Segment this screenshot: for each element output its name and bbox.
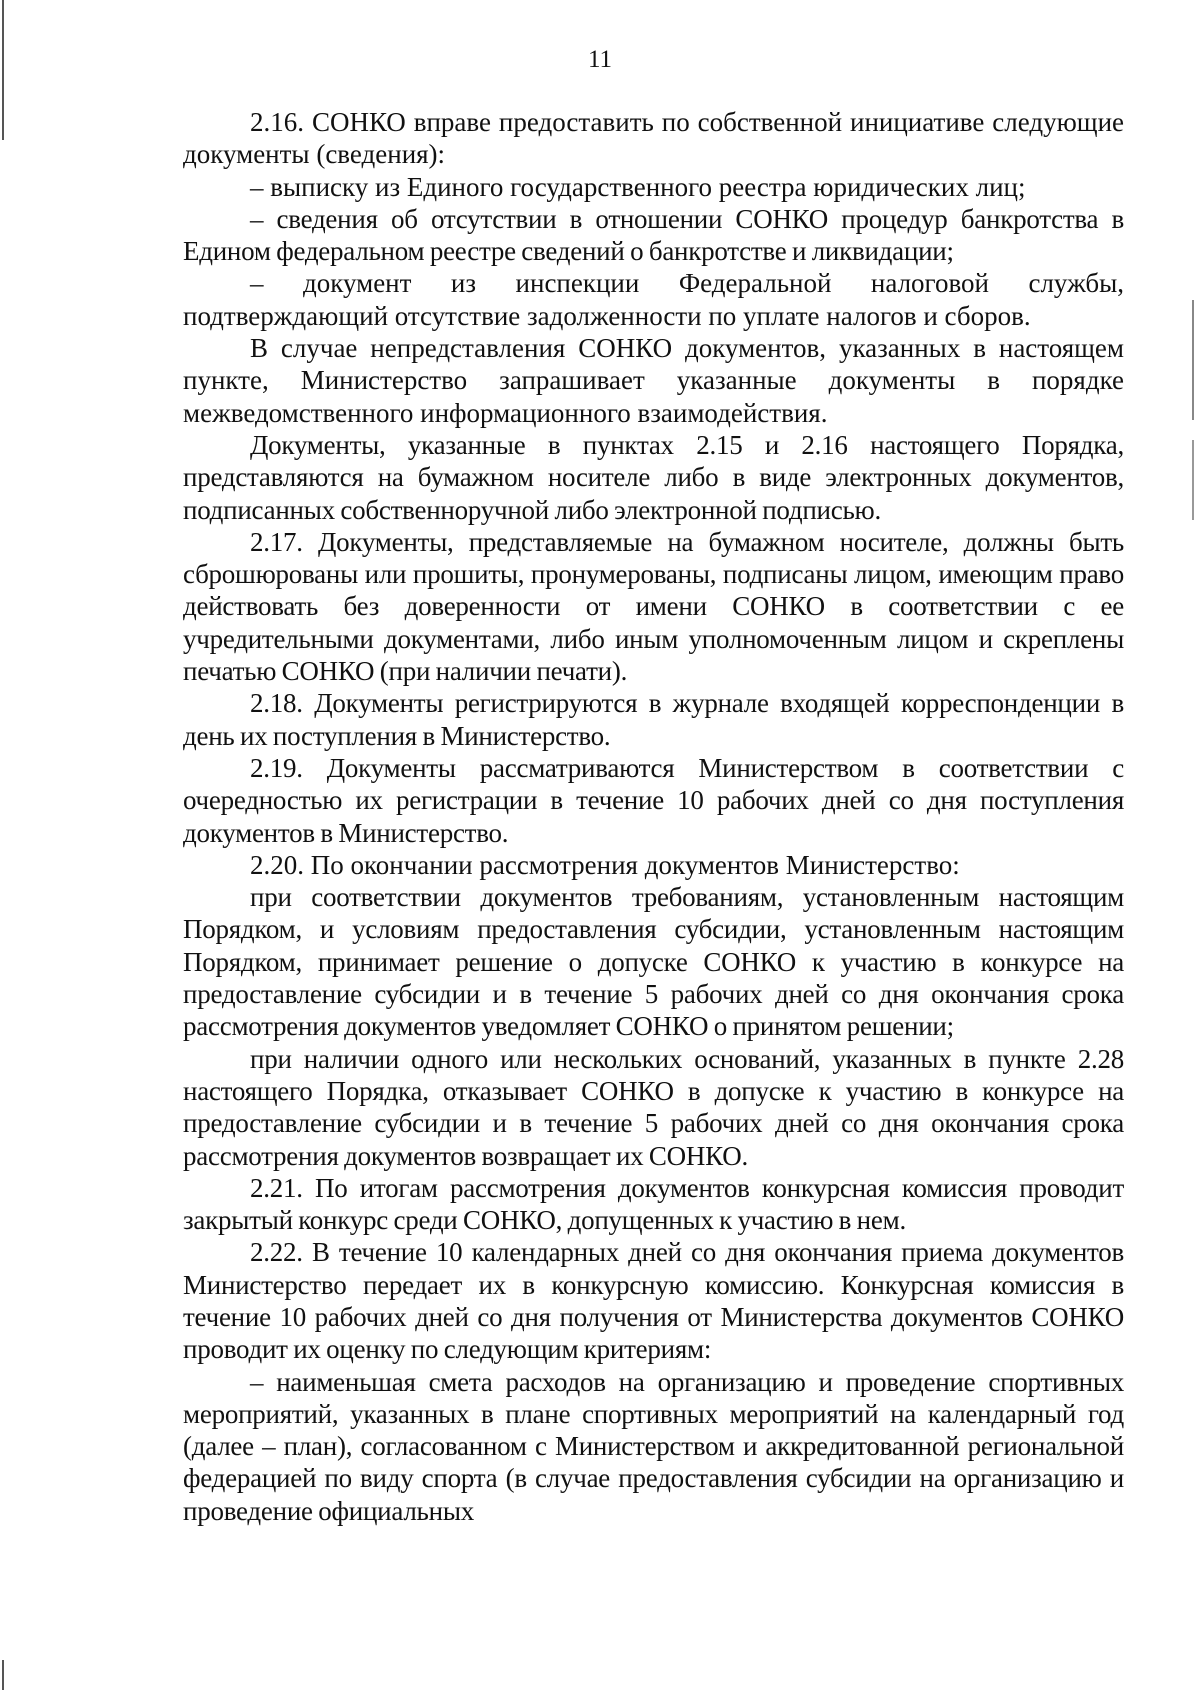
paragraph-2-17: 2.17. Документы, представляемые на бумажном носителе, должны быть сброшюрованы или прошиты, пронумерованы, подписаны лицом, имеющим право действовать без доверенности от имени СОНКО в соответствии с ее учредительными документами, либо иным уполномоченным лицом и скреплены печатью СОНКО (при наличии печати). [183, 526, 1124, 687]
list-item-tax-certificate: – документ из инспекции Федеральной налоговой службы, подтверждающий отсутствие задолженности по уплате налогов и сборов. [183, 268, 1124, 331]
paragraph-admission-decision: при соответствии документов требованиям, установленным настоящим Порядком, и условиям предоставления субсидии, установленным настоящим Порядком, принимает решение о допуске СОНКО к участию в конкурсе на предоставление субсидии и в течение 5 рабочих дней со дня окончания срока рассмотрения документов уведомляет СОНКО о принятом решении; [183, 882, 1124, 1042]
paragraph-2-21: 2.21. По итогам рассмотрения документов конкурсная комиссия проводит закрытый конкурс среди СОНКО, допущенных к участию в нем. [183, 1172, 1124, 1236]
list-item-lowest-estimate: – наименьшая смета расходов на организацию и проведение спортивных мероприятий, указанных в плане спортивных мероприятий на календарный год (далее – план), согласованном с Министерством и аккредитованной региональной федерацией по виду спорта (в случае предоставления субсидии на организацию и проведение официальных [183, 1366, 1124, 1526]
page-number: 11 [587, 46, 613, 73]
list-item-egrul-extract: – выписку из Единого государственного реестра юридических лиц; [250, 171, 1026, 202]
paragraph-2-20: 2.20. По окончании рассмотрения документов Министерство: [250, 849, 960, 880]
paragraph-2-18: 2.18. Документы регистрируются в журнале входящей корреспонденции в день их поступления в Министерство. [183, 688, 1124, 751]
scan-edge-right-2 [1192, 440, 1194, 520]
paragraph-document-formats: Документы, указанные в пунктах 2.15 и 2.16 настоящего Порядка, представляются на бумажном носителе либо в виде электронных документов, подписанных собственноручной либо электронной подписью. [183, 429, 1124, 525]
document-body [183, 106, 1124, 1527]
paragraph-admission-refusal: при наличии одного или нескольких оснований, указанных в пункте 2.28 настоящего Порядка, отказывает СОНКО в допуске к участию в конкурсе на предоставление субсидии и в течение 5 рабочих дней со дня окончания срока рассмотрения документов возвращает их СОНКО. [183, 1043, 1124, 1171]
paragraph-2-16: 2.16. СОНКО вправе предоставить по собственной инициативе следующие документы (сведения): [183, 107, 1124, 170]
scan-edge-left-lower [2, 1660, 4, 1690]
paragraph-2-19: 2.19. Документы рассматриваются Министерством в соответствии с очередностью их регистрации в течение 10 рабочих дней со дня поступления документов в Министерство. [183, 752, 1124, 848]
paragraph-2-22: 2.22. В течение 10 календарных дней со дня окончания приема документов Министерство передает их в конкурсную комиссию. Конкурсная комиссия в течение 10 рабочих дней со дня получения от Министерства документов СОНКО проводит их оценку по следующим критериям: [183, 1237, 1124, 1365]
list-item-bankruptcy-info: – сведения об отсутствии в отношении СОНКО процедур банкротства в Едином федеральном реестре сведений о банкротстве и ликвидации; [183, 203, 1124, 267]
scan-edge-right [1192, 300, 1194, 420]
paragraph-interagency-request: В случае непредставления СОНКО документов, указанных в настоящем пункте, Министерство запрашивает указанные документы в порядке межведомственного информационного взаимодействия. [183, 333, 1124, 428]
